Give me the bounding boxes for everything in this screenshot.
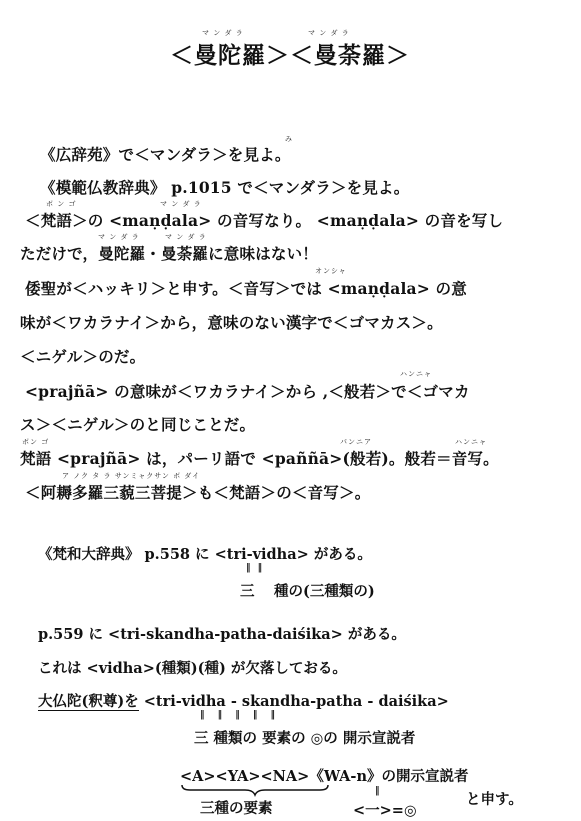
text-line: 三 種類の 要素の ◎の 開示宣説者 [194,730,416,747]
text-line: ただけで，曼陀羅・曼荼羅に意味はない！ [20,244,318,263]
text-line: 《梵和大辞典》 p.558 に <tri-vidha> がある。 [38,546,372,563]
ruby-bongo: ボ ン ゴ [46,200,77,208]
text-line: 三 種の(三種類の) [240,583,375,600]
title-ruby-2: マ ン ダ ラ [308,29,350,37]
ruby-mandara: マ ン ダ ラ [160,200,202,208]
ruby-anokutara: ア ノク タ ラ サンミャクサン ボ ダイ [62,472,201,480]
title-ruby-1: マ ン ダ ラ [202,29,244,37]
equals-marks: ‖ ‖ [246,563,265,573]
text-line: <一>=◎ [353,802,417,819]
ruby-pannya: パンニア [340,438,372,446]
text-line: p.559 に <tri-skandha-patha-daiśika> がある。 [38,626,406,643]
ruby-hannya: ハンニャ [455,438,487,446]
text-line [38,690,449,711]
text-line: 《模範仏教辞典》 p.1015 で＜マンダラ＞を見よ。 [40,178,410,197]
text-line: ＜梵語＞の <maṇḍala> の音写なり。 <maṇḍala> の音を写し [25,211,504,230]
ruby-mandara: マ ン ダ ラ [165,233,207,241]
equals-marks: ‖ ‖ ‖ ‖ ‖ [200,710,281,720]
text-line: と申す。 [466,791,523,808]
text-line: ス＞＜ニゲル＞のと同じことだ。 [20,415,256,434]
brace-icon [180,783,330,797]
text-line: <A><YA><NA>《WA-n》の開示宣説者 [180,768,469,785]
text-line: 倭聖が＜ハッキリ＞と申す。＜音写＞では <maṇḍala> の意 [25,279,467,298]
text-line: 味が＜ワカラナイ＞から，意味のない漢字で＜ゴマカス＞。 [20,313,443,332]
text-line: 三種の要素 [200,800,273,817]
text-line: これは <vidha>(種類)(種) が欠落しておる。 [38,660,347,677]
equals-marks: ‖ [375,786,380,796]
text-line: <prajñā> の意味が＜ワカラナイ＞から ,＜般若＞で＜ゴマカ [25,382,470,401]
underlined-text: 大仏陀(釈尊)を [38,693,139,710]
text-line: 梵語 <prajñā> は，パーリ語で <paññā>(般若)。般若＝音写。 [20,449,499,468]
page-title: ＜曼陀羅＞＜曼荼羅＞ [170,42,410,69]
ruby-mi: み [285,135,293,143]
text-line: ＜阿耨多羅三藐三菩提＞も＜梵語＞の＜音写＞。 [25,483,371,502]
ruby-onsha: オンシャ [315,267,347,275]
ruby-bongo: ボン ゴ [22,438,50,446]
inline-text: <tri-vidha - skandha-patha - daiśika> [138,693,449,710]
text-line: ＜ニゲル＞のだ。 [20,347,146,366]
text-line: 《広辞苑》で＜マンダラ＞を見よ。 [40,145,291,164]
ruby-mandara: マ ン ダ ラ [98,233,140,241]
ruby-hannya: ハンニャ [400,370,432,378]
